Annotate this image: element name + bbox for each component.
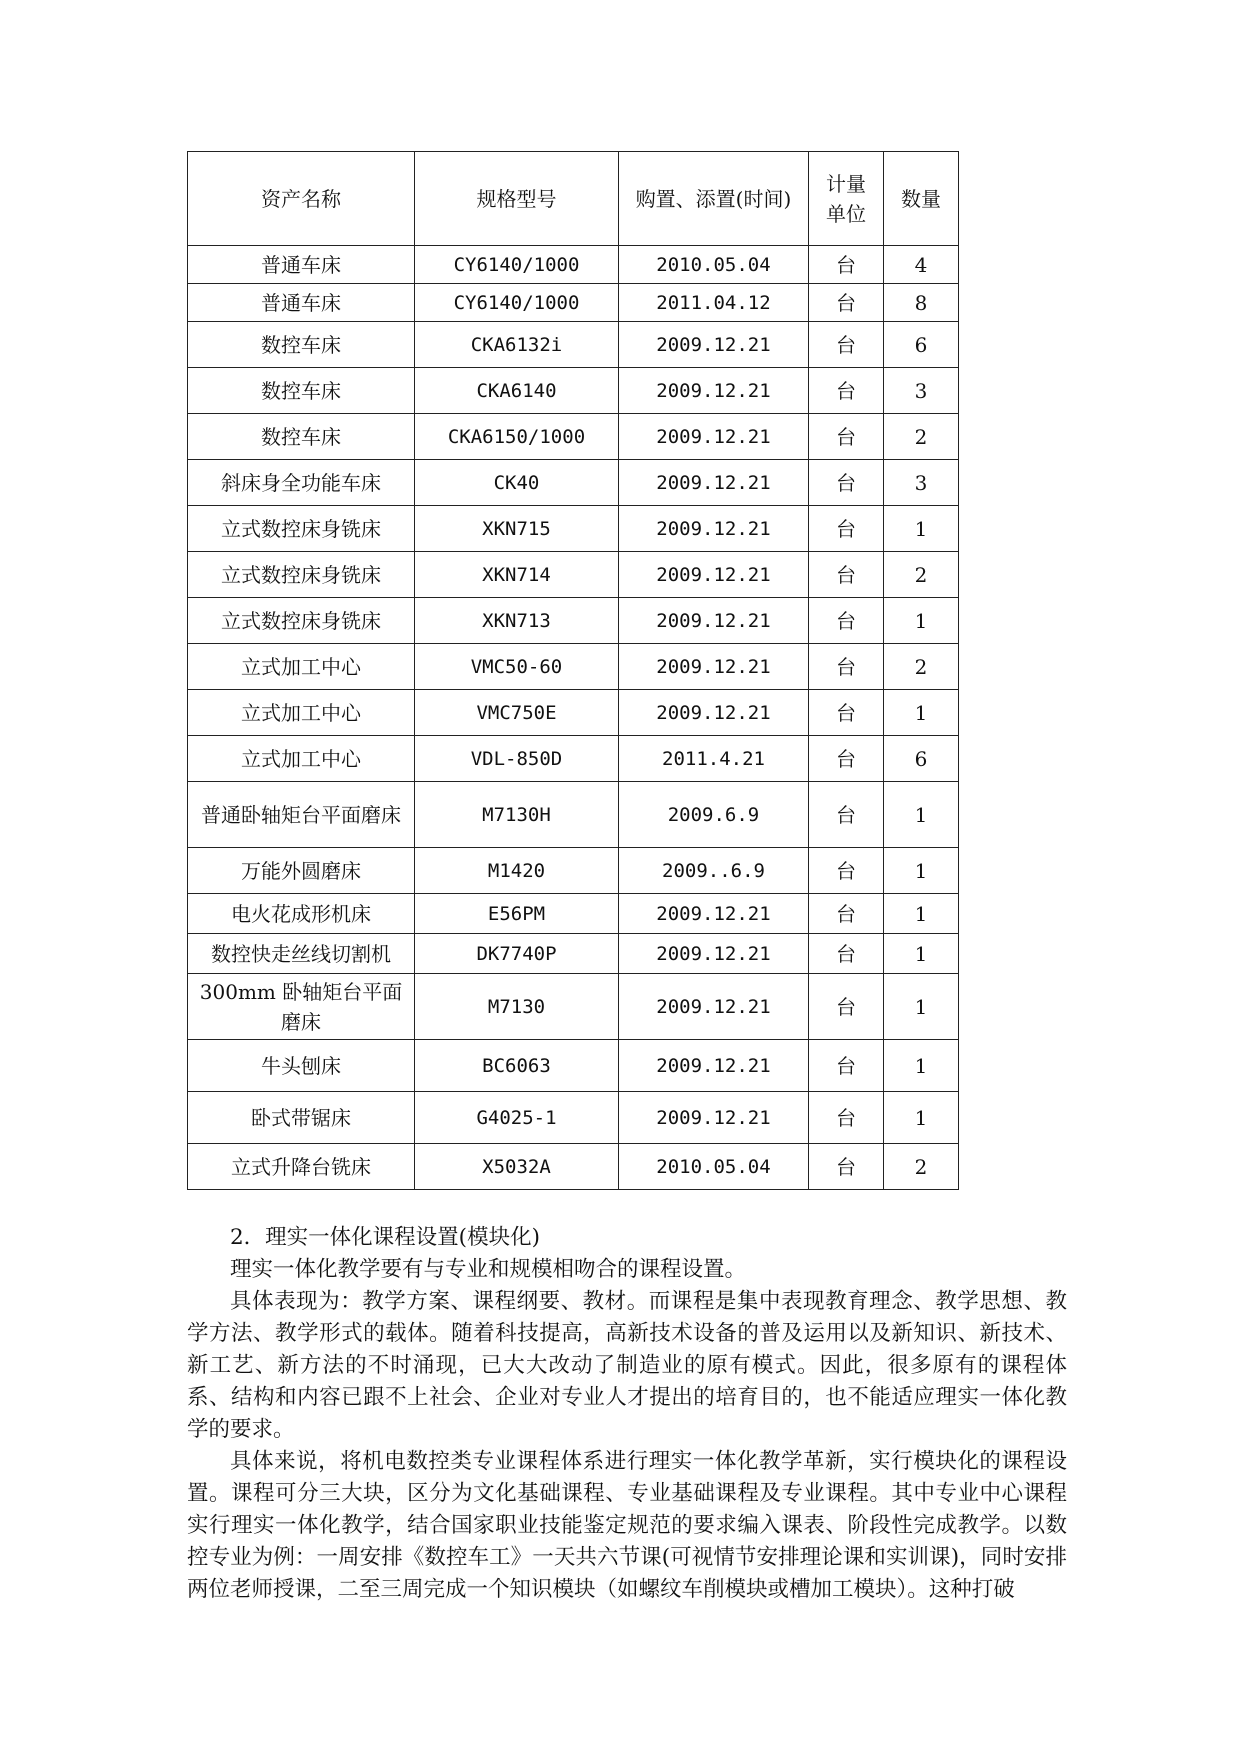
cell-qty: 1 (884, 1040, 959, 1092)
cell-date: 2009.12.21 (619, 690, 809, 736)
cell-date: 2010.05.04 (619, 1144, 809, 1190)
cell-unit: 台 (809, 1040, 884, 1092)
table-row (188, 1092, 959, 1144)
cell-date: 2009.12.21 (619, 598, 809, 644)
table-row (188, 598, 959, 644)
cell-unit: 台 (809, 736, 884, 782)
cell-unit: 台 (809, 598, 884, 644)
cell-model: CK40 (415, 460, 619, 506)
cell-qty: 1 (884, 690, 959, 736)
cell-name: 牛头刨床 (188, 1040, 415, 1092)
section-heading: 2．理实一体化课程设置(模块化) (230, 1225, 540, 1250)
cell-date: 2009.12.21 (619, 974, 809, 1040)
cell-date: 2009.6.9 (619, 782, 809, 848)
cell-name: 立式加工中心 (188, 690, 415, 736)
cell-unit: 台 (809, 284, 884, 322)
cell-date: 2009.12.21 (619, 506, 809, 552)
cell-name: 数控车床 (188, 322, 415, 368)
table-row (188, 644, 959, 690)
cell-model: CKA6132i (415, 322, 619, 368)
cell-qty: 3 (884, 460, 959, 506)
cell-model: M7130H (415, 782, 619, 848)
cell-unit: 台 (809, 246, 884, 284)
cell-unit: 台 (809, 460, 884, 506)
cell-unit: 台 (809, 690, 884, 736)
cell-qty: 1 (884, 1092, 959, 1144)
cell-date: 2009.12.21 (619, 894, 809, 934)
paragraph-1: 理实一体化教学要有与专业和规模相吻合的课程设置。 (230, 1257, 747, 1282)
cell-model: CY6140/1000 (415, 284, 619, 322)
cell-unit: 台 (809, 782, 884, 848)
cell-model: XKN713 (415, 598, 619, 644)
cell-qty: 1 (884, 506, 959, 552)
header-quantity: 数量 (884, 152, 959, 246)
cell-date: 2009..6.9 (619, 848, 809, 894)
cell-model: VDL-850D (415, 736, 619, 782)
cell-unit: 台 (809, 322, 884, 368)
cell-date: 2009.12.21 (619, 368, 809, 414)
table-row (188, 246, 959, 284)
cell-name: 立式加工中心 (188, 644, 415, 690)
cell-model: X5032A (415, 1144, 619, 1190)
cell-name: 数控车床 (188, 414, 415, 460)
cell-name: 电火花成形机床 (188, 894, 415, 934)
table-row (188, 1040, 959, 1092)
cell-name: 万能外圆磨床 (188, 848, 415, 894)
table-row (188, 414, 959, 460)
cell-date: 2011.4.21 (619, 736, 809, 782)
cell-name: 300mm 卧轴矩台平面磨床 (188, 974, 415, 1040)
cell-qty: 1 (884, 934, 959, 974)
body-text (187, 1222, 1067, 1606)
paragraph-3: 具体来说，将机电数控类专业课程体系进行理实一体化教学革新，实行模块化的课程设置。课程可分三大块，区分为文化基础课程、专业基础课程及专业课程。其中专业中心课程实行理实一体化教学，结合国家职业技能鉴定规范的要求编入课表、阶段性完成教学。以数控专业为例：一周安排《数控车工》一天共六节课(可视情节安排理论课和实训课)，同时安排两位老师授课，二至三周完成一个知识模块（如螺纹车削模块或槽加工模块）。这种打破 (187, 1449, 1067, 1602)
cell-name: 立式数控床身铣床 (188, 506, 415, 552)
header-model: 规格型号 (415, 152, 619, 246)
cell-model: CKA6140 (415, 368, 619, 414)
cell-qty: 2 (884, 414, 959, 460)
cell-date: 2009.12.21 (619, 552, 809, 598)
cell-model: XKN715 (415, 506, 619, 552)
table-row (188, 460, 959, 506)
cell-qty: 2 (884, 552, 959, 598)
cell-qty: 2 (884, 644, 959, 690)
table-row (188, 736, 959, 782)
cell-date: 2009.12.21 (619, 414, 809, 460)
cell-unit: 台 (809, 1092, 884, 1144)
table-body (188, 246, 959, 1190)
cell-unit: 台 (809, 934, 884, 974)
asset-table (187, 151, 959, 1190)
cell-unit: 台 (809, 368, 884, 414)
cell-model: M7130 (415, 974, 619, 1040)
cell-model: VMC750E (415, 690, 619, 736)
cell-model: DK7740P (415, 934, 619, 974)
cell-qty: 3 (884, 368, 959, 414)
cell-name: 立式数控床身铣床 (188, 598, 415, 644)
cell-name: 立式加工中心 (188, 736, 415, 782)
cell-model: CKA6150/1000 (415, 414, 619, 460)
cell-name: 斜床身全功能车床 (188, 460, 415, 506)
header-purchase-date: 购置、添置(时间) (619, 152, 809, 246)
cell-name: 卧式带锯床 (188, 1092, 415, 1144)
cell-model: VMC50-60 (415, 644, 619, 690)
cell-model: G4025-1 (415, 1092, 619, 1144)
table-row (188, 284, 959, 322)
cell-date: 2011.04.12 (619, 284, 809, 322)
table-row (188, 848, 959, 894)
cell-qty: 6 (884, 736, 959, 782)
cell-qty: 1 (884, 598, 959, 644)
cell-qty: 6 (884, 322, 959, 368)
cell-date: 2009.12.21 (619, 460, 809, 506)
cell-qty: 2 (884, 1144, 959, 1190)
cell-qty: 1 (884, 848, 959, 894)
cell-name: 立式升降台铣床 (188, 1144, 415, 1190)
header-asset-name: 资产名称 (188, 152, 415, 246)
header-unit-line1: 计量 (826, 171, 866, 196)
table-row (188, 974, 959, 1040)
table-row (188, 322, 959, 368)
cell-unit: 台 (809, 848, 884, 894)
cell-date: 2009.12.21 (619, 322, 809, 368)
cell-name: 数控快走丝线切割机 (188, 934, 415, 974)
cell-qty: 8 (884, 284, 959, 322)
cell-date: 2009.12.21 (619, 644, 809, 690)
table-row (188, 552, 959, 598)
cell-model: BC6063 (415, 1040, 619, 1092)
cell-unit: 台 (809, 506, 884, 552)
header-unit-line2: 单位 (826, 201, 866, 226)
cell-unit: 台 (809, 414, 884, 460)
cell-name: 数控车床 (188, 368, 415, 414)
cell-unit: 台 (809, 894, 884, 934)
cell-name: 普通车床 (188, 246, 415, 284)
cell-qty: 1 (884, 974, 959, 1040)
cell-name: 普通车床 (188, 284, 415, 322)
table-row (188, 934, 959, 974)
cell-qty: 4 (884, 246, 959, 284)
cell-model: XKN714 (415, 552, 619, 598)
table-row (188, 1144, 959, 1190)
cell-model: CY6140/1000 (415, 246, 619, 284)
cell-unit: 台 (809, 644, 884, 690)
cell-date: 2009.12.21 (619, 1040, 809, 1092)
cell-unit: 台 (809, 1144, 884, 1190)
table-row (188, 690, 959, 736)
table-row (188, 894, 959, 934)
cell-unit: 台 (809, 552, 884, 598)
table-row (188, 368, 959, 414)
cell-model: E56PM (415, 894, 619, 934)
cell-qty: 1 (884, 894, 959, 934)
paragraph-2: 具体表现为：教学方案、课程纲要、教材。而课程是集中表现教育理念、教学思想、教学方法、教学形式的载体。随着科技提高，高新技术设备的普及运用以及新知识、新技术、新工艺、新方法的不时涌现，已大大改动了制造业的原有模式。因此，很多原有的课程体系、结构和内容已跟不上社会、企业对专业人才提出的培育目的，也不能适应理实一体化教学的要求。 (187, 1289, 1067, 1442)
cell-date: 2010.05.04 (619, 246, 809, 284)
cell-date: 2009.12.21 (619, 1092, 809, 1144)
cell-name: 立式数控床身铣床 (188, 552, 415, 598)
cell-name: 普通卧轴矩台平面磨床 (188, 782, 415, 848)
cell-unit: 台 (809, 974, 884, 1040)
table-row (188, 782, 959, 848)
cell-date: 2009.12.21 (619, 934, 809, 974)
cell-qty: 1 (884, 782, 959, 848)
table-row (188, 506, 959, 552)
table-header-row (188, 152, 959, 246)
cell-model: M1420 (415, 848, 619, 894)
header-unit (809, 152, 884, 246)
